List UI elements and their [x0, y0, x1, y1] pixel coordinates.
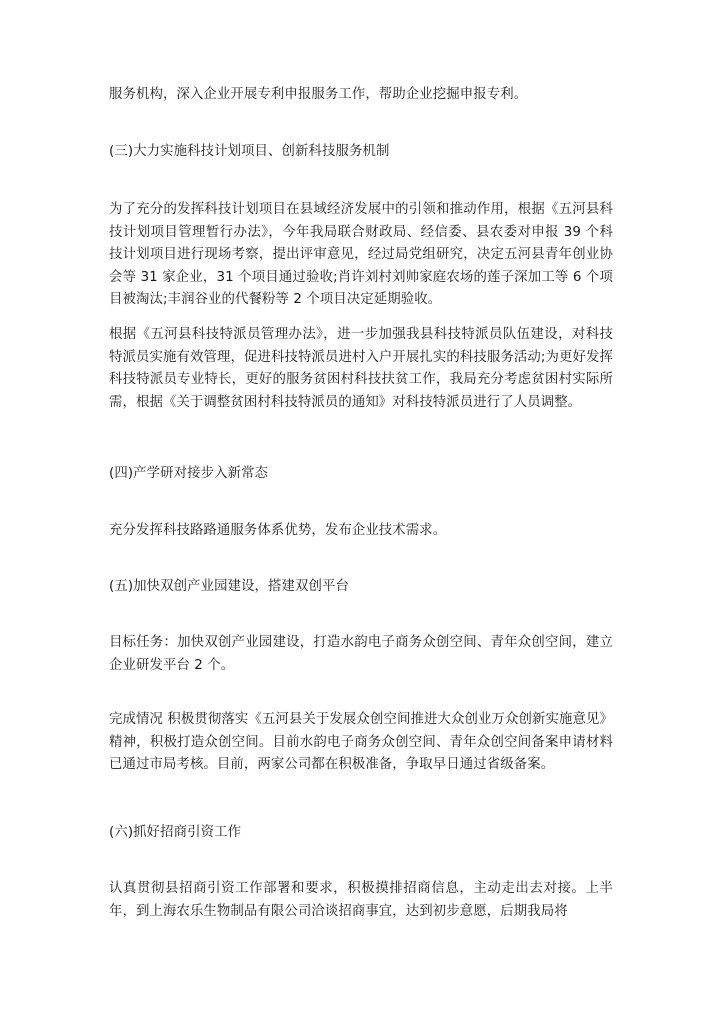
section-4-paragraph-1: 充分发挥科技路路通服务体系优势，发布企业技术需求。	[109, 523, 447, 538]
intro-paragraph: 服务机构，深入企业开展专利申报服务工作，帮助企业挖掘申报专利。	[109, 87, 528, 102]
section-3-heading: (三)大力实施科技计划项目、创新科技服务机制	[109, 144, 390, 159]
section-3-paragraph-2: 根据《五河县科技特派员管理办法》，进一步加强我县科技特派员队伍建设，对科技特派员实施有效管理，促进科技特派员进村入户开展扎实的科技服务活动;为更好发挥科技特派员专业特长，更好的服务贫困村科技扶贫工作，我局充分考虑贫困村实际所需，根据《关于调整贫困村科技特派员的通知》对科技特派员进行了人员调整。	[109, 327, 613, 410]
section-6-paragraph-1: 认真贯彻县招商引资工作部署和要求，积极摸排招商信息，主动走出去对接。上半年，到上海农乐生物制品有限公司洽谈招商事宜，达到初步意愿，后期我局将	[109, 881, 613, 919]
section-5-paragraph-1: 目标任务：加快双创产业园建设，打造水韵电子商务众创空间、青年众创空间，建立企业研发平台 2 个。	[109, 635, 613, 673]
section-5-paragraph-2: 完成情况 积极贯彻落实《五河县关于发展众创空间推进大众创业万众创新实施意见》精神，积极打造众创空间。目前水韵电子商务众创空间、青年众创空间备案申请材料已通过市局考核。目前，两家公司都在积极准备，争取早日通过省级备案。	[109, 712, 613, 772]
section-4-heading: (四)产学研对接步入新常态	[109, 466, 269, 481]
section-3-paragraph-1: 为了充分的发挥科技计划项目在县域经济发展中的引领和推动作用，根据《五河县科技计划项目管理暂行办法》，今年我局联合财政局、经信委、县农委对申报 39 个科技计划项目进行现场考察，提出评审意见，经过局党组研究，决定五河县青年创业协会等 31 家企业，31 个项目通过验收;肖许刘村刘帅家庭农场的莲子深加工等 6 个项目被淘汰;丰润谷业的代餐粉等 2 个项目决定延期验收。	[109, 202, 613, 307]
section-6-heading: (六)抓好招商引资工作	[109, 825, 242, 840]
section-5-heading: (五)加快双创产业园建设，搭建双创平台	[109, 579, 349, 594]
